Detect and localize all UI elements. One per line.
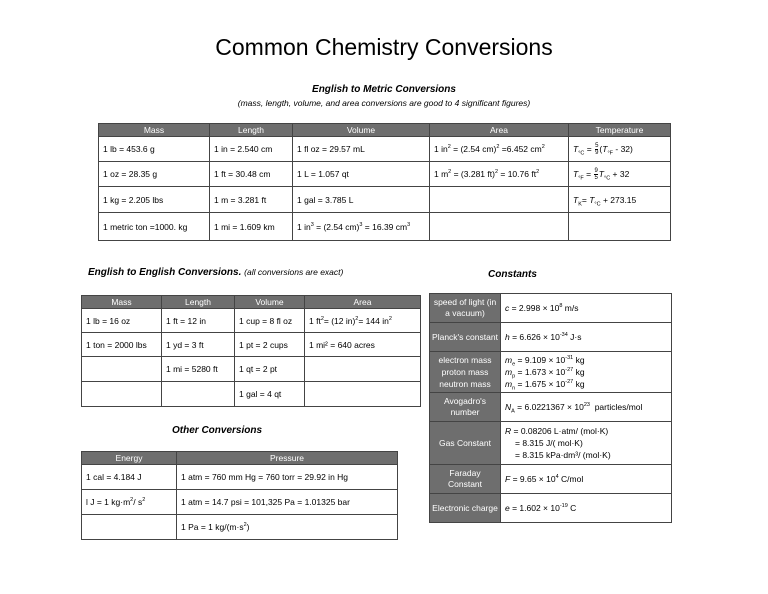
other-header-energy: Energy [82,452,177,465]
metric-header-length: Length [210,124,293,137]
other-header-pressure: Pressure [177,452,398,465]
english-cell-area-ft2: 1 $ft^2= (12$ in)$^2$= 144 $in^2$ [305,309,421,333]
metric-cell: 1 ft = 30.48 cm [210,162,293,187]
english-cell: 1 pt = 2 cups [235,333,305,357]
metric-cell: 1 mi = 1.609 km [210,213,293,241]
english-cell: 1 mi = 5280 ft [162,357,235,382]
english-cell: 1 gal = 4 qt [235,382,305,407]
other-cell: 1 cal = 4.184 J [82,465,177,490]
english-cell: 1 yd = 3 ft [162,333,235,357]
metric-header-area: Area [430,124,569,137]
constant-label: neutron mass [439,379,491,389]
metric-cell-temp-c: $T_{^\circ C}$ = $\frac{5}{9}$ $(T_{^\circ F} - 32)$ [569,137,671,162]
english-cell: 1 ton = 2000 lbs [82,333,162,357]
constant-charge: $e = 1.602 \times 10^{-19}$ C [501,494,672,523]
constant-label: Gas Constant [430,422,501,465]
constant-gas: R = 0.08206 L·atm/ (mol·K) = 8.315 J/( mol·K) = 8.315 kPa·dm³/ (mol·K) [501,422,672,465]
metric-cell-empty [430,187,569,213]
gas-line: = 8.315 kPa·dm³/ (mol·K) [515,450,611,460]
english-header-mass: Mass [82,296,162,309]
english-cell [82,382,162,407]
english-header-length: Length [162,296,235,309]
constant-label: Electronic charge [430,494,501,523]
english-cell [305,357,421,382]
english-cell: 1 qt = 2 pt [235,357,305,382]
metric-cell-area-m2: 1 $m^2 = (3.281$ ft)$^2$ = 10.76 $ft^2$ [430,162,569,187]
other-cell [82,515,177,540]
english-cell: 1 mi² = 640 acres [305,333,421,357]
metric-cell-temp-f: $T_{^\circ F}$ = $\frac{9}{5}$ $T_{^\circ C} + 32$ [569,162,671,187]
metric-table [98,123,671,241]
gas-line: = 8.315 J/( mol·K) [515,438,583,448]
english-header-area: Area [305,296,421,309]
metric-cell-temp-k: $T_K= T_{^\circ C} + 273.15$ [569,187,671,213]
english-cell: 1 cup = 8 fl oz [235,309,305,333]
metric-cell-area-in2: 1 $in^2 = (2.54$ cm)$^2$ =6.452 $cm^2$ [430,137,569,162]
metric-cell: 1 oz = 28.35 g [99,162,210,187]
metric-heading: English to Metric Conversions [312,84,456,95]
constants-table [429,293,672,523]
avogadro-unit: particles/mol [594,402,643,412]
constant-label: Faraday Constant [430,465,501,494]
metric-header-temperature: Temperature [569,124,671,137]
metric-cell: 1 kg = 2.205 lbs [99,187,210,213]
english-cell [162,382,235,407]
metric-header-mass: Mass [99,124,210,137]
metric-cell: 1 in = 2.540 cm [210,137,293,162]
english-cell: 1 lb = 16 oz [82,309,162,333]
other-cell-joule: l J = 1 $kg\cdot m^2/$ $s^2$ [82,490,177,515]
faraday-unit: C/mol [561,474,584,484]
constant-speed-of-light: $c = 2.998 \times 10^8$ m/s [501,294,672,323]
english-header-volume: Volume [235,296,305,309]
metric-cell-empty [569,213,671,241]
page-title: Common Chemistry Conversions [215,34,553,60]
english-cell [82,357,162,382]
constant-label: Planck's constant [430,323,501,352]
metric-cell-empty [430,213,569,241]
other-cell: 1 atm = 14.7 psi = 101,325 Pa = 1.01325 bar [177,490,398,515]
metric-cell-volume-in3: 1 $in^3 = (2.54$ cm)$^3$ = 16.39 $cm^3$ [293,213,430,241]
other-table [81,451,398,540]
metric-cell: 1 L = 1.057 qt [293,162,430,187]
constant-label: Avogadro's number [430,393,501,422]
english-cell: 1 ft = 12 in [162,309,235,333]
metric-cell: 1 gal = 3.785 L [293,187,430,213]
metric-note: (mass, length, volume, and area conversions are good to 4 significant figures) [237,98,531,108]
english-table [81,295,421,407]
metric-cell: 1 lb = 453.6 g [99,137,210,162]
constants-heading: Constants [488,269,537,280]
constant-planck: $h = 6.626 \times 10^{-34}$ J·s [501,323,672,352]
constant-faraday: $F = 9.65 \times 10^4$ C/mol [501,465,672,494]
english-heading: English to English Conversions. [88,267,242,278]
constant-masses: $m_e = 9.109 \times 10^{-31}$ kg $m_p = 1.673 \times 10^{-27}$ kg $m_n = 1.675 \times 10^{-27}$ kg [501,352,672,393]
english-heading-line [88,267,343,278]
constant-label-masses [430,352,501,393]
english-note: (all conversions are exact) [244,267,344,277]
metric-cell: 1 m = 3.281 ft [210,187,293,213]
metric-header-volume: Volume [293,124,430,137]
other-cell-pascal: 1 Pa = 1 $kg/(m\cdot s^2)$ [177,515,398,540]
constant-label: speed of light (in a vacuum) [430,294,501,323]
constant-label: proton mass [441,367,489,377]
other-heading: Other Conversions [172,425,263,436]
constant-avogadro: $N_A = 6.0221367 \times 10^{23}$ particles/mol [501,393,672,422]
other-cell: 1 atm = 760 mm Hg = 760 torr = 29.92 in Hg [177,465,398,490]
english-cell [305,382,421,407]
constant-label: electron mass [438,355,492,365]
metric-cell: 1 metric ton =1000. kg [99,213,210,241]
charge-unit: C [570,503,577,513]
metric-cell: 1 fl oz = 29.57 mL [293,137,430,162]
